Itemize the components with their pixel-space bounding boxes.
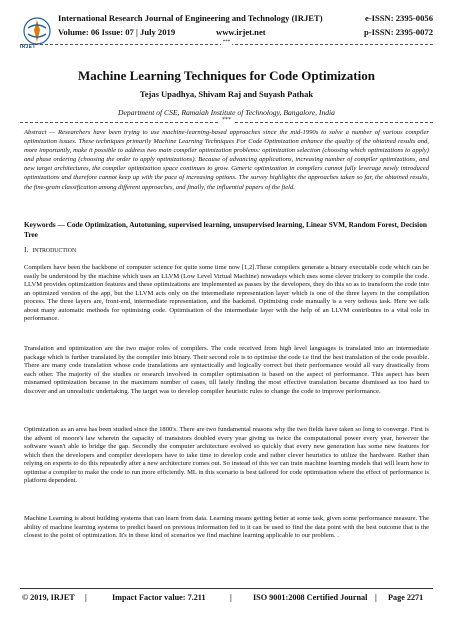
- abstract: Abstract — Researchers have been trying to use machine-learning-based approaches since the mid-1990s to solve a number of various compiler optimization issues. These techniques primarily Machine Learning Techniques For Code Optimization enhance the quality of the obtained results and, more importantly, make it possible to address two main compiler optimization problems: optimization selection (choosing which optimizations to apply) and phase ordering (choosing the order to apply optimizations). Because of advancing applications, increasing number of compiler optimizations, and new target architectures, the compiler optimization space continues to grow. Generic optimization in compilers cannot fully leverage newly introduced optimizations and therefore cannot keep up with the pace of increasing options. The survey highlights the approaches taken so far, the obtained results, the fine-grain classification among different approaches, and finally, the influential papers of the field.: [24, 129, 429, 191]
- logo-label: IRJET: [20, 44, 36, 50]
- paper-authors: Tejas Upadhya, Shivam Raj and Suyash Pathak: [139, 89, 314, 99]
- journal-url: www.irjet.net: [216, 27, 266, 37]
- footer-impact-factor: Impact Factor value: 7.211: [112, 593, 206, 602]
- footer-page-number: Page 2271: [388, 593, 424, 602]
- author-affiliation: Department of CSE, Ramaiah Institute of Technology, Bangalore, India: [118, 108, 335, 117]
- paper-title: Machine Learning Techniques for Code Optimization: [78, 68, 375, 83]
- journal-name: International Research Journal of Engineering and Technology (IRJET): [58, 13, 323, 23]
- p-issn: p-ISSN: 2395-0072: [364, 27, 433, 37]
- footer-copyright: © 2019, IRJET: [22, 593, 75, 602]
- header-separator-mark: ***: [222, 40, 231, 45]
- body-paragraph: Compilers have been the backbone of computer science for quite some time now [1,2].These compilers generate a binary executable code which can be easily be understood by the machine which uses an LLVM (Low Level Virtual Machine) nowadays which uses some clever trickery to compile the code. LLVM provides optimizattion features and these optimizations are implemented as passes by the developers, they do this so as to transform the code into an optimized version of the app, but the LLVM acts only on the intermediate representation layer which is one of the three layers in the compilation process. The three layers are, front-end, intermediate representation, and the backend. Optimising code manually is a very tedious task. Here we talk about many automatic methods for optimising code. Optimisation of the intermediate layer with the help of an LLVM contributes to a vital role in performance.: [24, 264, 429, 323]
- body-paragraph: Optimization as an area has been studied since the 1800's. There are two fundamental reasons why the two fields have taken so long to converge. First is the advent of moore's law wherein the capacity of transistors doubled every year giving us twice the computational power every year, however the software wasn't able to bridge the gap. Secondly the computer architecture evolved so quickly that every new generation has some new features for which then the developers and compiler developers have to take time to develop code and rather clever heuristics to utilize the hardware. Rather than relying on experts to do this repeatedly after a new architecture comes out. So instead of this we can train machine learning models that will learn how to optimise a compiler to make the code to run more efficiently. ML in this scenario is best tailored for code optimisation where the effect of performance is platform dependent.: [24, 426, 429, 485]
- footer-divider: [20, 588, 433, 589]
- body-paragraph: Translation and optimization are the two major roles of compilers. The code received from high level languages is translated into an intermediate package which is further translated by the compiler into binary. Their second role is to optimise the code i.e find the best translation of the code possible. There are many code translation whose code translations are syntactically and logically correct but their performance would all vary drastically from each other. The majority of the studies or research involved in compiler optimisation is based on the aspect of performance. This aspect has been misnamed optimization because in the maximum number of cases, till lately finding the most effective translation became dismissed as too hard to discover and an unrealistic undertaking. The target was to develop compiler heuristic rules to change the code to improve performance.: [24, 345, 429, 395]
- separator-mark: ***: [222, 117, 231, 123]
- body-paragraph: Machine Learning is about building systems that can learn from data. Learning means getting better at some task, given some performance measure. The ability of machine learning systems to predict based on previous information fed to it can be used to find the data point with the best outcome that is the closest to the point of optimization. It's in these kind of scenarios we find machine learning applicable to our problem. .: [24, 515, 429, 540]
- e-issn: e-ISSN: 2395-0056: [364, 13, 433, 23]
- separator-line: [20, 119, 433, 125]
- section-title: INTRODUCTION: [32, 248, 77, 254]
- volume-issue: Volume: 06 Issue: 07 | July 2019: [58, 27, 176, 37]
- section-heading: [24, 245, 76, 254]
- footer-iso: ISO 9001:2008 Certified Journal: [253, 593, 368, 602]
- journal-header: [0, 0, 453, 58]
- section-number: I.: [24, 245, 29, 254]
- keywords: Keywords — Code Optimization, Autotuning, supervised learning, unsupervised learning, Linear SVM, Random Forest, Decision Tree: [24, 220, 427, 239]
